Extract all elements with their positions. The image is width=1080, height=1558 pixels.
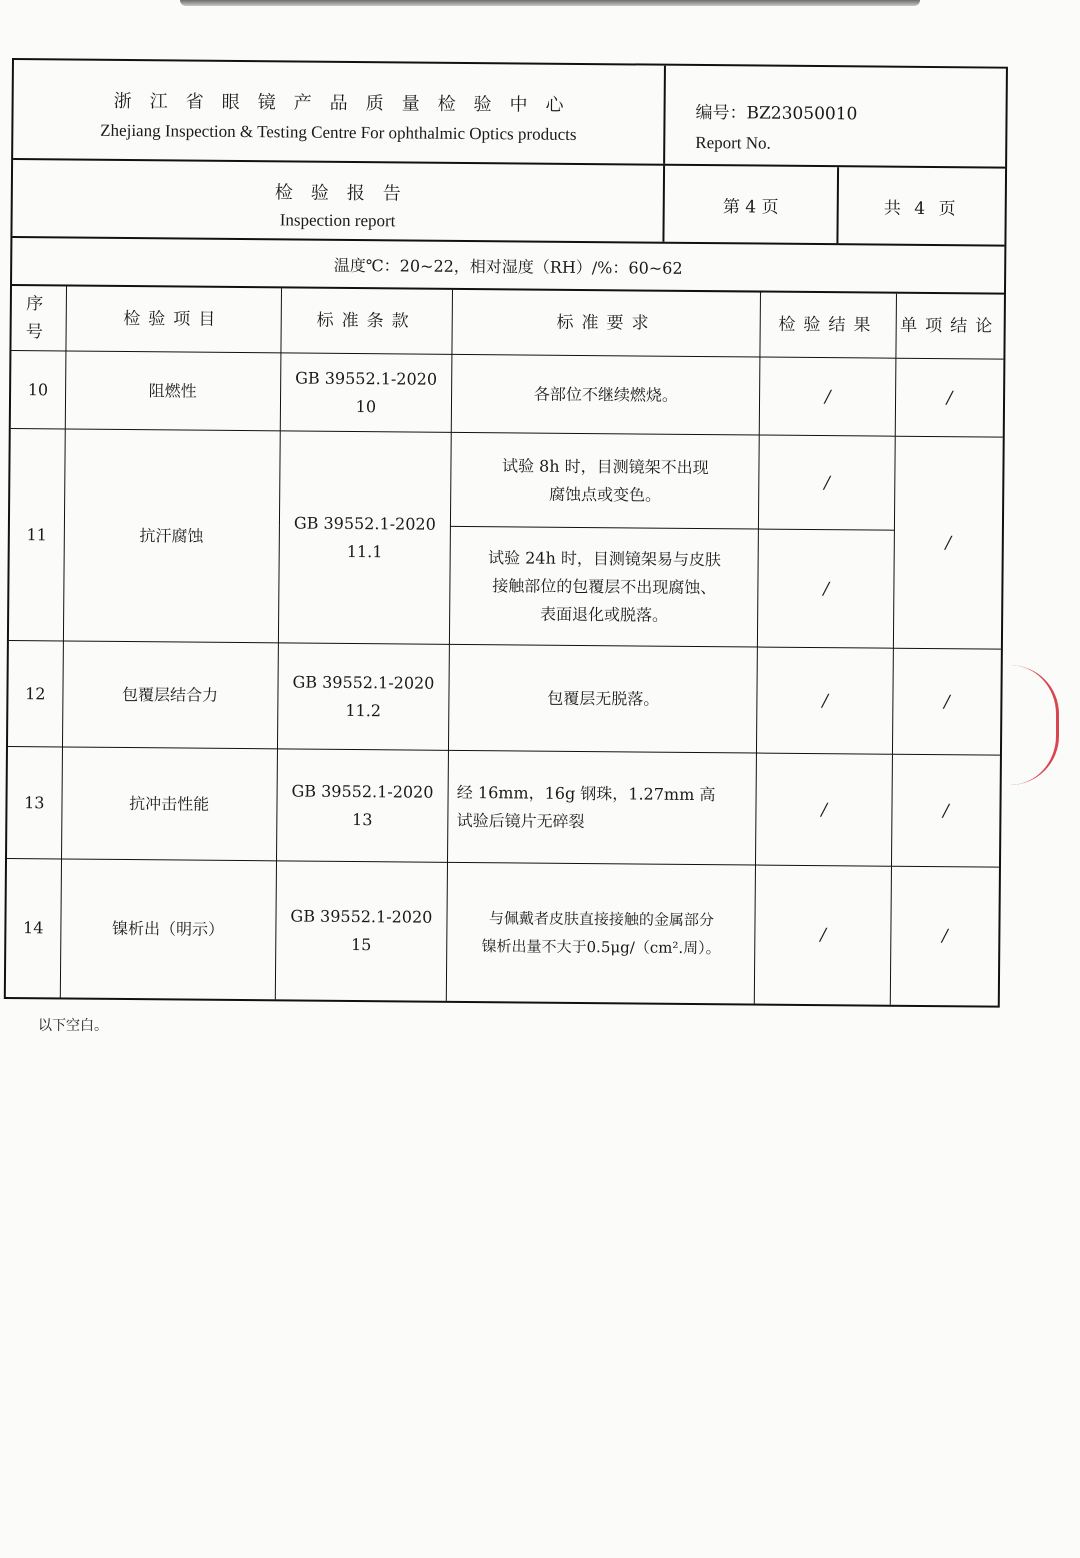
table-row xyxy=(11,351,1004,438)
requirement: 与佩戴者皮肤直接接触的金属部分 镍析出量不大于0.5μg/（cm².周）。 xyxy=(447,862,756,1003)
result: / xyxy=(758,529,895,648)
standard-clause: GB 39552.1-2020 15 xyxy=(275,861,448,1000)
inspection-table xyxy=(6,286,1004,1005)
col-header-requirement: 标准要求 xyxy=(452,290,761,357)
row-number: 10 xyxy=(11,351,66,429)
conclusion: / xyxy=(892,648,1000,755)
item-name: 阻燃性 xyxy=(65,351,281,431)
col-header-item: 检验项目 xyxy=(66,286,281,352)
standard-clause: GB 39552.1-2020 13 xyxy=(276,749,449,862)
organization-block xyxy=(13,60,666,164)
result: / xyxy=(760,357,896,436)
total-pages: 共 4 页 xyxy=(883,198,960,219)
item-name: 抗汗腐蚀 xyxy=(63,429,280,643)
table-row xyxy=(6,858,999,1005)
report-title-row xyxy=(12,160,1005,247)
row-number: 14 xyxy=(6,858,61,996)
page-number: 第 4 页 xyxy=(664,166,839,244)
item-name: 镍析出（明示） xyxy=(60,859,276,999)
requirement: 试验 24h 时，目测镜架易与皮肤 接触部位的包覆层不出现腐蚀、 表面退化或脱落。 xyxy=(450,526,759,647)
result: / xyxy=(757,647,893,754)
col-header-no: 序号 xyxy=(11,286,66,351)
requirement: 各部位不继续燃烧。 xyxy=(451,354,760,435)
row-number: 11 xyxy=(9,429,65,641)
standard-clause: GB 39552.1-2020 10 xyxy=(280,353,452,432)
col-header-conclusion: 单项结论 xyxy=(896,294,1004,359)
organization-name-cn: 浙江省眼镜产品质量检验中心 xyxy=(113,90,582,116)
end-of-report-note: 以下空白。 xyxy=(38,1018,108,1034)
report-number-en: Report No. xyxy=(695,132,771,153)
test-conditions: 温度℃：20~22，相对湿度（RH）/%：60~62 xyxy=(12,238,1004,295)
requirement: 试验 8h 时，目测镜架不出现 腐蚀点或变色。 xyxy=(451,432,760,529)
conclusion: / xyxy=(895,358,1003,437)
item-name: 抗冲击性能 xyxy=(61,747,277,861)
scan-edge-shadow xyxy=(180,0,920,6)
col-header-clause: 标准条款 xyxy=(280,288,452,354)
table-row xyxy=(8,640,1001,755)
report-title-block xyxy=(12,160,665,242)
requirement: 经 16mm，16g 钢珠，1.27mm 高 试验后镜片无碎裂 xyxy=(448,750,757,865)
result: / xyxy=(756,753,893,866)
requirement: 包覆层无脱落。 xyxy=(449,644,758,753)
table-row xyxy=(10,429,1003,532)
col-header-result: 检验结果 xyxy=(760,293,896,359)
conclusion: / xyxy=(891,754,999,867)
standard-clause: GB 39552.1-2020 11.2 xyxy=(277,643,450,750)
conclusion: / xyxy=(890,866,999,1005)
item-name: 包覆层结合力 xyxy=(62,641,278,749)
standard-clause: GB 39552.1-2020 11.1 xyxy=(278,431,452,644)
row-number: 12 xyxy=(8,640,63,746)
inspection-report-sheet xyxy=(4,58,1008,1007)
report-number-cn: 编号：BZ23050010 xyxy=(695,102,858,125)
report-header xyxy=(13,60,1006,169)
conclusion: / xyxy=(893,436,1002,649)
seal-stamp-edge xyxy=(1010,665,1059,785)
row-number: 13 xyxy=(7,746,62,858)
table-header-row xyxy=(11,286,1004,359)
report-title-en: Inspection report xyxy=(279,210,396,231)
report-title-cn: 检验报告 xyxy=(274,182,419,205)
result: / xyxy=(759,435,895,530)
table-row xyxy=(7,746,1000,867)
report-number-block xyxy=(665,66,1006,167)
result: / xyxy=(755,865,892,1004)
organization-name-en: Zhejiang Inspection & Testing Centre For ophthalmic Optics products xyxy=(100,120,577,144)
